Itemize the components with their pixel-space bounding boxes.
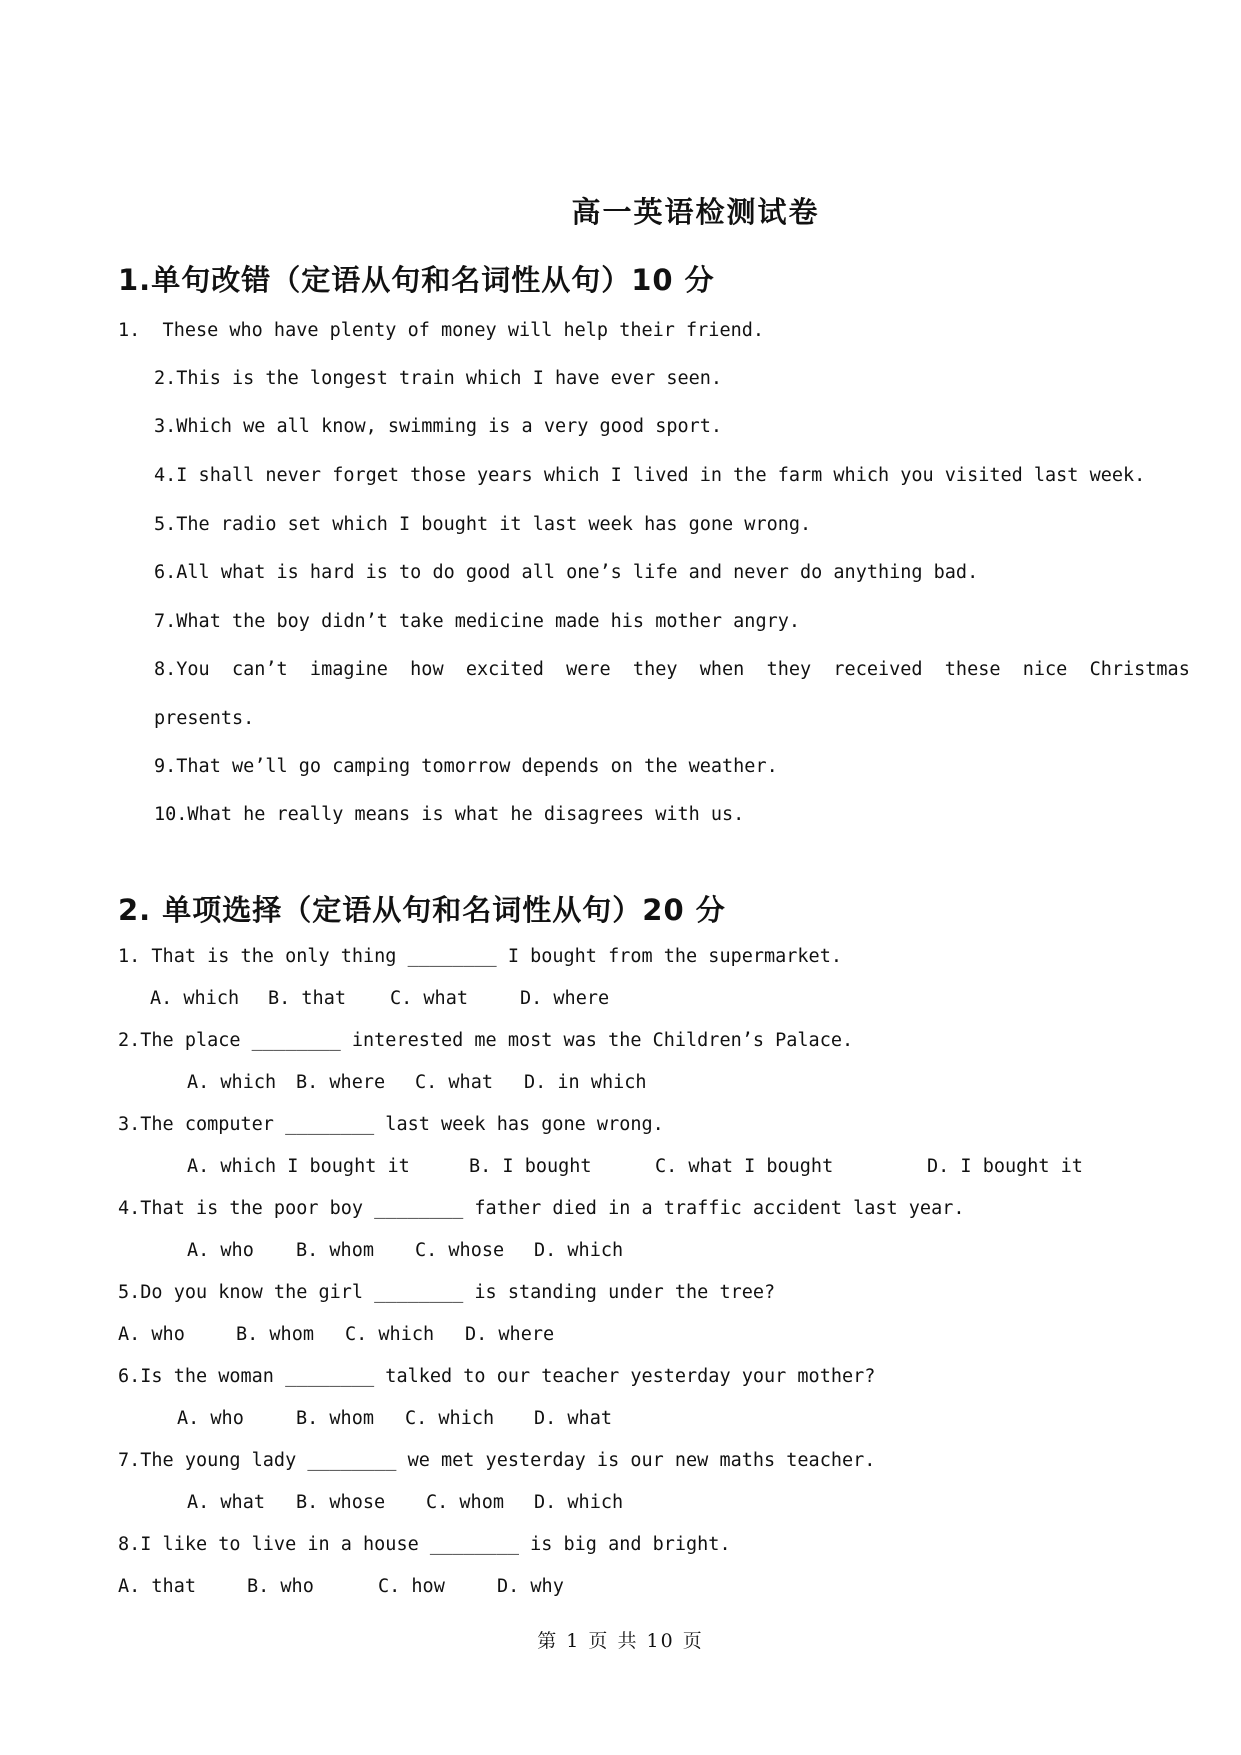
question-stem: 2.The place ________ interested me most was the Children’s Palace. (118, 1030, 854, 1051)
option-b: B. whom (296, 1408, 374, 1429)
correction-item: 3.Which we all know, swimming is a very good sport. (154, 416, 723, 437)
option-d: D. which (534, 1240, 624, 1261)
option-b: B. that (268, 988, 346, 1009)
option-d: D. in which (524, 1072, 647, 1093)
option-b: B. whom (296, 1240, 374, 1261)
correction-item-continuation: presents. (154, 708, 255, 729)
option-a: A. which (187, 1072, 277, 1093)
option-c: C. whose (415, 1240, 505, 1261)
correction-item: 9.That we’ll go camping tomorrow depends on the weather. (154, 756, 778, 777)
option-c: C. which (405, 1408, 495, 1429)
option-a: A. that (118, 1576, 196, 1597)
option-a: A. which I bought it (187, 1156, 410, 1177)
question-stem: 6.Is the woman ________ talked to our teacher yesterday your mother? (118, 1366, 876, 1387)
option-d: D. where (465, 1324, 555, 1345)
option-b: B. whom (236, 1324, 314, 1345)
correction-item: 2.This is the longest train which I have ever seen. (154, 368, 723, 389)
section-2-heading: 2. 单项选择（定语从句和名词性从句）20 分 (118, 893, 726, 927)
option-c: C. what I bought (655, 1156, 834, 1177)
page-footer: 第 1 页 共 10 页 (537, 1630, 704, 1652)
correction-item: 1. These who have plenty of money will help their friend. (118, 320, 765, 341)
option-d: D. I bought it (927, 1156, 1083, 1177)
option-b: B. whose (296, 1492, 386, 1513)
option-d: D. what (534, 1408, 612, 1429)
correction-item: 4.I shall never forget those years which I lived in the farm which you visited last week. (154, 465, 1146, 486)
option-c: C. whom (426, 1492, 504, 1513)
option-a: A. who (118, 1324, 185, 1345)
option-a: A. who (177, 1408, 244, 1429)
question-stem: 1. That is the only thing ________ I bought from the supermarket. (118, 946, 842, 967)
option-c: C. what (415, 1072, 493, 1093)
question-stem: 5.Do you know the girl ________ is standing under the tree? (118, 1282, 776, 1303)
option-d: D. where (520, 988, 610, 1009)
correction-item: 10.What he really means is what he disagrees with us. (154, 804, 745, 825)
correction-item: 6.All what is hard is to do good all one’s life and never do anything bad. (154, 562, 979, 583)
option-a: A. who (187, 1240, 254, 1261)
question-stem: 8.I like to live in a house ________ is big and bright. (118, 1534, 731, 1555)
option-b: B. where (296, 1072, 386, 1093)
option-b: B. I bought (469, 1156, 592, 1177)
option-a: A. what (187, 1492, 265, 1513)
option-b: B. who (247, 1576, 314, 1597)
question-stem: 4.That is the poor boy ________ father died in a traffic accident last year. (118, 1198, 965, 1219)
correction-item: 7.What the boy didn’t take medicine made his mother angry. (154, 611, 801, 632)
question-stem: 7.The young lady ________ we met yesterday is our new maths teacher. (118, 1450, 876, 1471)
page-title: 高一英语检测试卷 (571, 195, 820, 229)
question-stem: 3.The computer ________ last week has gone wrong. (118, 1114, 664, 1135)
option-c: C. what (390, 988, 468, 1009)
option-d: D. which (534, 1492, 624, 1513)
option-c: C. how (378, 1576, 445, 1597)
section-1-heading: 1.单句改错（定语从句和名词性从句）10 分 (118, 263, 715, 297)
option-a: A. which (150, 988, 240, 1009)
correction-item: 8.You can’t imagine how excited were they when they received these nice Christmas (154, 659, 1190, 680)
option-c: C. which (345, 1324, 435, 1345)
correction-item: 5.The radio set which I bought it last week has gone wrong. (154, 514, 812, 535)
option-d: D. why (497, 1576, 564, 1597)
